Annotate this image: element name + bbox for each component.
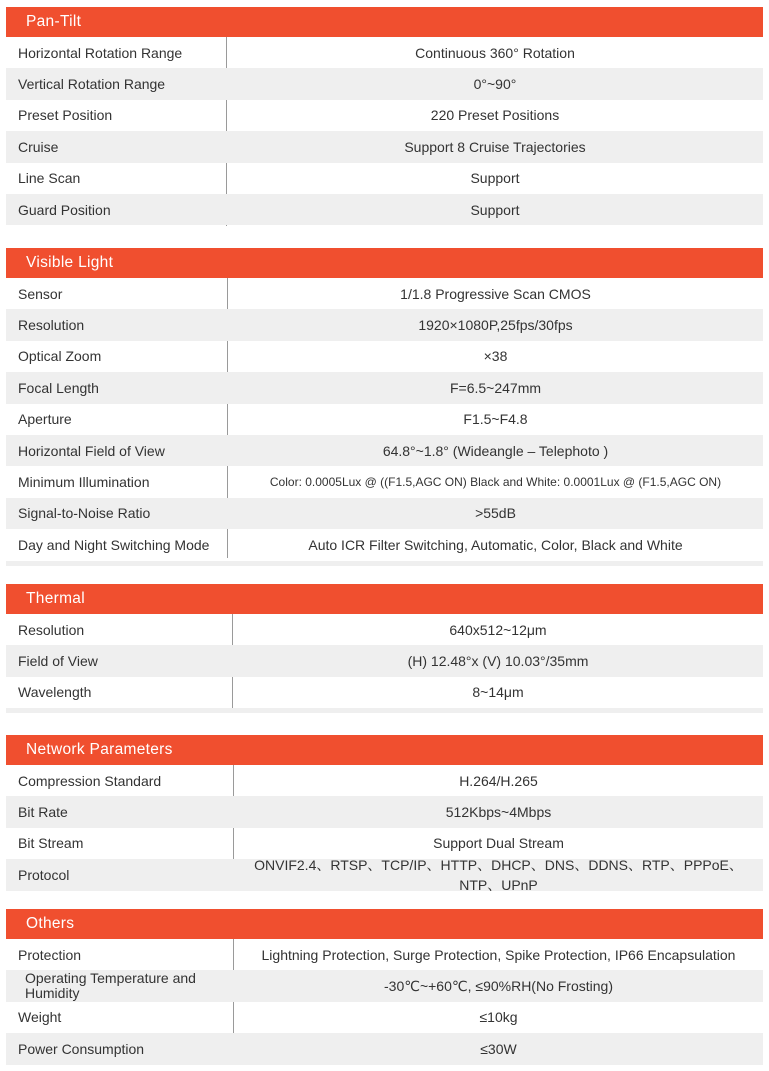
table-row: [6, 645, 763, 676]
row-value: Auto ICR Filter Switching, Automatic, Color, Black and White: [308, 536, 683, 553]
row-value: H.264/H.265: [459, 772, 538, 789]
section-thermal: [6, 584, 763, 713]
table-row: [6, 614, 763, 645]
row-label: Operating Temperature and Humidity: [25, 970, 196, 1002]
row-label: Horizontal Rotation Range: [18, 44, 183, 61]
row-label: Resolution: [18, 317, 85, 334]
table-row: [6, 194, 763, 225]
row-value: 220 Preset Positions: [430, 107, 560, 124]
row-label: Compression Standard: [18, 772, 162, 789]
row-label: Guard Position: [18, 201, 111, 218]
table-row: [6, 68, 763, 99]
row-value: ≤10kg: [479, 1009, 518, 1026]
row-label: Vertical Rotation Range: [18, 76, 166, 93]
section-title: Pan-Tilt: [6, 7, 763, 37]
table-row: [6, 1002, 763, 1033]
row-value: F=6.5~247mm: [449, 379, 542, 396]
section-others: [6, 909, 763, 1065]
row-value: 512Kbps~4Mbps: [445, 804, 552, 821]
section-visible-light: [6, 248, 763, 566]
row-value: 8~14μm: [472, 684, 524, 701]
row-value: Continuous 360° Rotation: [415, 44, 575, 61]
section-network-parameters: [6, 735, 763, 891]
row-value: 0°~90°: [473, 76, 517, 93]
row-label: Bit Stream: [18, 835, 84, 852]
table-row: [6, 372, 763, 403]
row-label: Protection: [18, 946, 82, 963]
row-value: Support: [470, 201, 520, 218]
row-label: Wavelength: [18, 684, 92, 701]
row-label: Sensor: [18, 285, 63, 302]
row-label: Signal-to-Noise Ratio: [18, 505, 151, 522]
row-label: Horizontal Field of View: [18, 442, 165, 459]
table-row: [6, 939, 763, 970]
row-value: Lightning Protection, Surge Protection, Spike Protection, IP66 Encapsulation: [261, 946, 736, 963]
row-label: Preset Position: [18, 107, 113, 124]
row-label: Minimum Illumination: [18, 474, 150, 491]
row-value: >55dB: [475, 505, 516, 522]
table-row: [6, 765, 763, 796]
row-value: Color: 0.0005Lux @ ((F1.5,AGC ON) Black and White: 0.0001Lux @ (F1.5,AGC ON): [269, 475, 722, 490]
row-value: Support: [470, 170, 520, 187]
section-bottom-bar: [6, 708, 763, 713]
row-value: (H) 12.48°x (V) 10.03°/35mm: [407, 653, 589, 670]
row-label: Cruise: [18, 138, 59, 155]
table-row: [6, 435, 763, 466]
row-value: -30℃~+60℃, ≤90%RH(No Frosting): [384, 977, 613, 994]
row-label: Day and Night Switching Mode: [18, 536, 210, 553]
row-label: Aperture: [18, 411, 72, 428]
table-row: [6, 856, 763, 893]
section-pan-tilt: [6, 7, 763, 225]
row-value: F1.5~F4.8: [463, 411, 528, 428]
section-bottom-bar: [6, 561, 763, 566]
section-title: Visible Light: [6, 248, 763, 278]
row-value: ≤30W: [480, 1040, 517, 1057]
table-row: [6, 278, 763, 309]
table-row: [6, 1033, 763, 1064]
section-title: Thermal: [6, 584, 763, 614]
row-label: Line Scan: [18, 170, 81, 187]
table-row: [6, 37, 763, 68]
row-label: Protocol: [18, 866, 70, 883]
table-row: [6, 100, 763, 131]
table-row: [6, 309, 763, 340]
row-value: 64.8°~1.8° (Wideangle – Telephoto ): [382, 442, 609, 459]
row-value: Support 8 Cruise Trajectories: [404, 138, 586, 155]
row-label: Focal Length: [18, 379, 99, 396]
row-value: 1/1.8 Progressive Scan CMOS: [400, 285, 591, 302]
row-label: Weight: [18, 1009, 62, 1026]
table-row: [6, 466, 763, 497]
section-title: Others: [6, 909, 763, 939]
row-label: Resolution: [18, 621, 85, 638]
table-row: [6, 163, 763, 194]
row-label: Power Consumption: [18, 1040, 145, 1057]
row-value: 640x512~12μm: [449, 621, 547, 638]
table-row: [6, 498, 763, 529]
row-value: Support Dual Stream: [433, 835, 564, 852]
table-row: [6, 131, 763, 162]
table-row: [6, 970, 763, 1001]
table-row: [6, 341, 763, 372]
table-row: [6, 677, 763, 708]
table-row: [6, 796, 763, 827]
row-value: ONVIF2.4、RTSP、TCP/IP、HTTP、DHCP、DNS、DDNS、RTP、PPPoE、NTP、UPnP: [254, 856, 743, 893]
section-title: Network Parameters: [6, 735, 763, 765]
row-label: Field of View: [18, 653, 98, 670]
row-value: ×38: [483, 348, 508, 365]
table-row: [6, 529, 763, 560]
table-row: [6, 404, 763, 435]
row-label: Optical Zoom: [18, 348, 102, 365]
row-label: Bit Rate: [18, 804, 68, 821]
row-value: 1920×1080P,25fps/30fps: [418, 317, 573, 334]
